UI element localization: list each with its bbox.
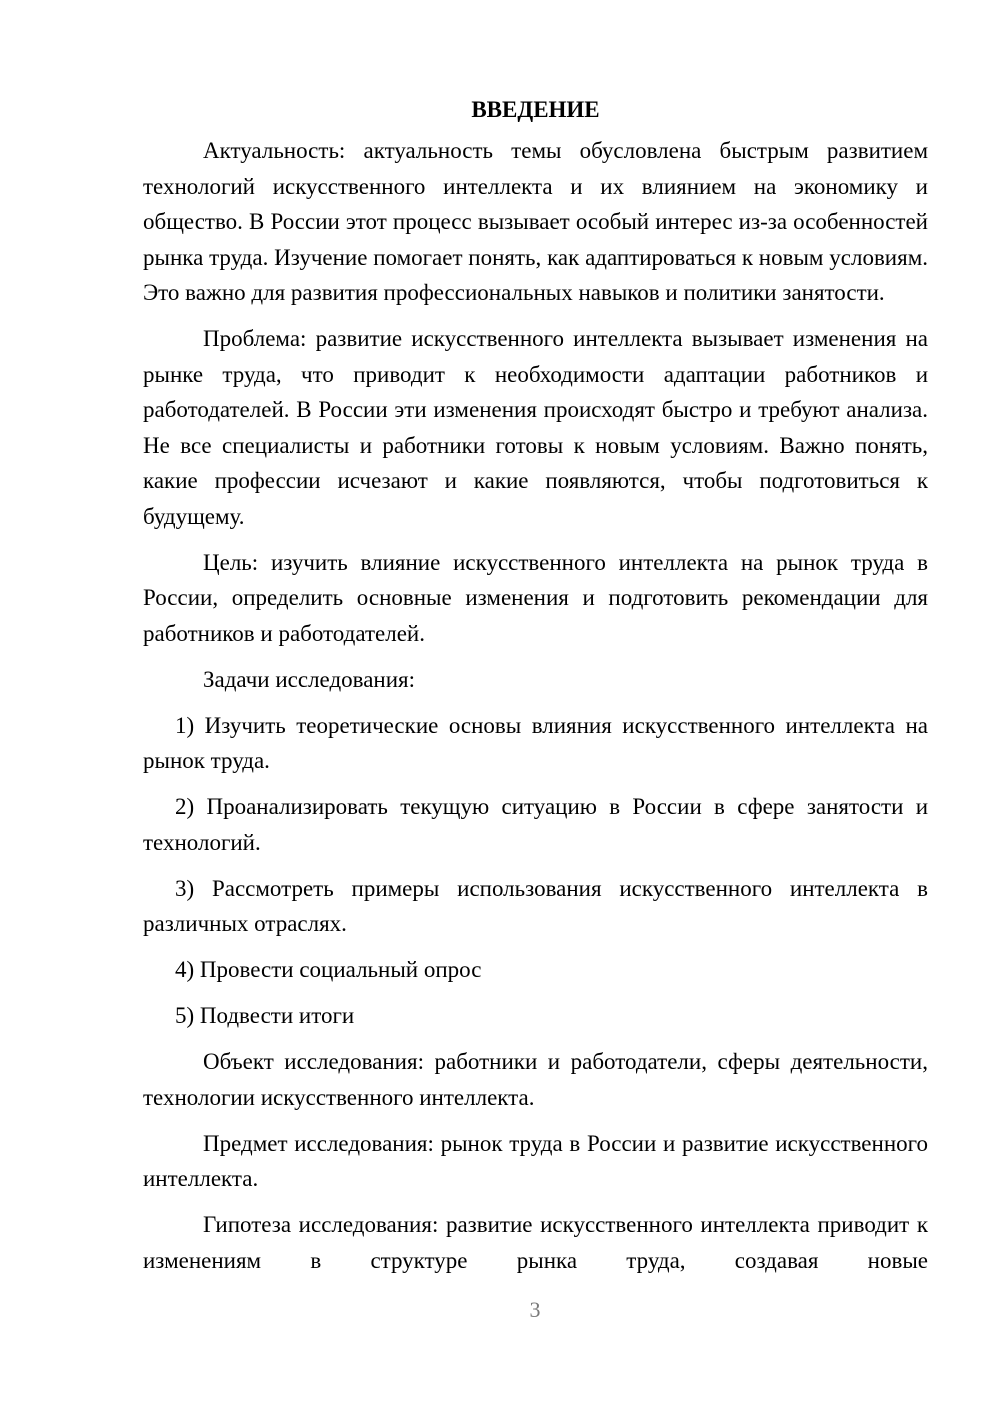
object-paragraph: Объект исследования: работники и работодатели, сферы деятельности, технологии искусственного интеллекта. [143,1049,928,1110]
goal-paragraph: Цель: изучить влияние искусственного интеллекта на рынок труда в России, определить основные изменения и подготовить рекомендации для работников и работодателей. [143,549,928,646]
hypothesis-paragraph: Гипотеза исследования: развитие искусственного интеллекта приводит к изменениям в структуре рынка труда, создавая новые [143,1212,928,1273]
task-item-5: 5) Подвести итоги [175,1003,355,1028]
tasks-heading: Задачи исследования: [203,666,416,692]
subject-paragraph: Предмет исследования: рынок труда в России и развитие искусственного интеллекта. [143,1130,928,1191]
task-item-3: 3) Рассмотреть примеры использования искусственного интеллекта в различных отраслях. [143,875,928,936]
problem-paragraph: Проблема: развитие искусственного интеллекта вызывает изменения на рынке труда, что приводит к необходимости адаптации работников и работодателей. В России эти изменения происходят быстро и требуют анализа. Не все специалисты и работники готовы к новым условиям. Важно понять, какие профессии исчезают и какие появляются, чтобы подготовиться к будущему. [143,326,928,529]
section-heading: ВВЕДЕНИЕ [471,97,600,122]
document-page [143,95,928,1278]
relevance-paragraph: Актуальность: актуальность темы обусловлена быстрым развитием технологий искусственного интеллекта и их влиянием на экономику и общество. В России этот процесс вызывает особый интерес из-за особенностей рынка труда. Изучение помогает понять, как адаптироваться к новым условиям. Это важно для развития профессиональных навыков и политики занятости. [143,138,928,305]
page-number: 3 [529,1297,541,1322]
task-item-2: 2) Проанализировать текущую ситуацию в России в сфере занятости и технологий. [143,794,928,855]
task-item-1: 1) Изучить теоретические основы влияния искусственного интеллекта на рынок труда. [143,712,928,773]
task-item-4: 4) Провести социальный опрос [175,957,482,982]
